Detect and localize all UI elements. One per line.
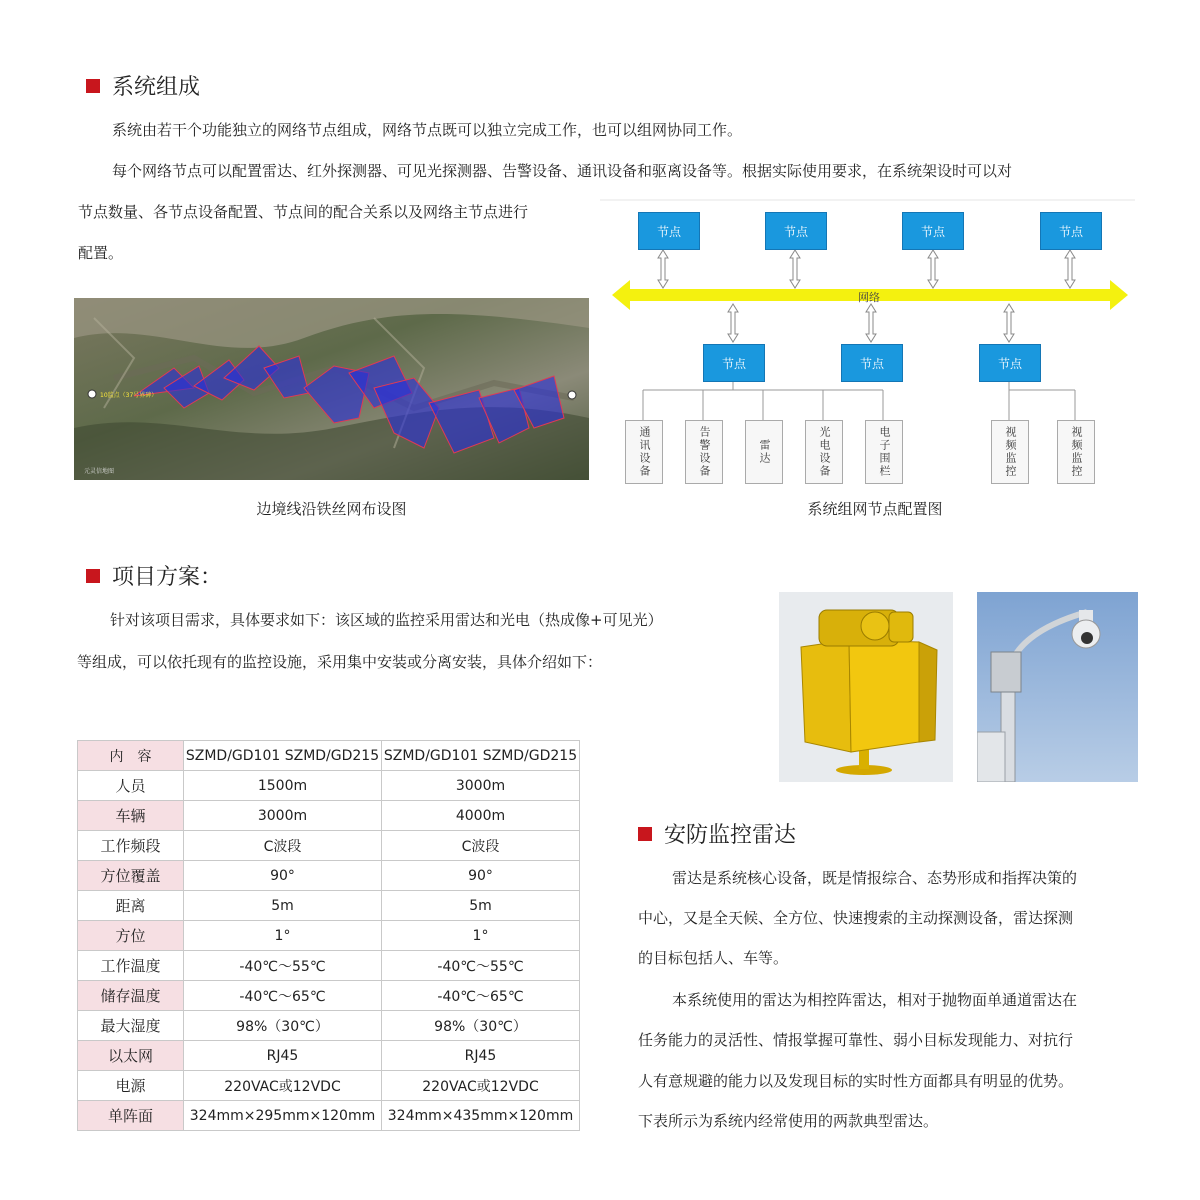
table-row [78,1101,580,1131]
section-title: 安防监控雷达 [664,823,797,848]
diagram-node: 节点 [1040,212,1102,250]
table-row [78,861,580,891]
paragraph: 节点数量、各节点设备配置、节点间的配合关系以及网络主节点进行 [78,203,529,221]
paragraph: 任务能力的灵活性、情报掌握可靠性、弱小目标发现能力、对抗行 [638,1031,1074,1049]
diagram-node: 节点 [638,212,700,250]
table-row-label: 车辆 [78,801,184,831]
paragraph: 系统由若干个功能独立的网络节点组成，网络节点既可以独立完成工作，也可以组网协同工作。 [112,121,743,139]
table-cell: 220VAC或12VDC [382,1071,580,1101]
table-row-label: 工作频段 [78,831,184,861]
paragraph: 每个网络节点可以配置雷达、红外探测器、可见光探测器、告警设备、通讯设备和驱离设备等。根据实际使用要求，在系统架设时可以对 [112,162,1013,180]
section-title: 项目方案： [112,565,223,590]
table-row-label: 电源 [78,1071,184,1101]
table-header-cell: SZMD/GD101 SZMD/GD215 [184,741,382,771]
table-cell: 90° [184,861,382,891]
table-cell: 4000m [382,801,580,831]
table-header-row [78,741,580,771]
map-watermark: 元灵信地图 [84,468,115,475]
table-cell: 5m [382,891,580,921]
table-cell: 90° [382,861,580,891]
table-cell: 5m [184,891,382,921]
table-row-label: 距离 [78,891,184,921]
table-cell: -40℃～55℃ [184,951,382,981]
network-label: 网络 [858,291,880,304]
table-row-label: 储存温度 [78,981,184,1011]
device-box: 光电设备 [805,420,843,484]
table-cell: 1° [382,921,580,951]
border-map-image [74,298,589,480]
paragraph: 人有意规避的能力以及发现目标的实时性方面都具有明显的优势。 [638,1072,1074,1090]
table-cell: -40℃～65℃ [382,981,580,1011]
device-box: 雷达 [745,420,783,484]
map-marker-label: 10监点（37号界碑） [100,392,158,399]
table-cell: 324mm×435mm×120mm [382,1101,580,1131]
table-row-label: 方位 [78,921,184,951]
section-heading-system [86,70,200,101]
table-row [78,951,580,981]
table-row [78,771,580,801]
table-row-label: 单阵面 [78,1101,184,1131]
table-cell: RJ45 [184,1041,382,1071]
paragraph: 针对该项目需求，具体要求如下：该区域的监控采用雷达和光电（热成像+可见光） [110,611,663,629]
pole-camera-image [977,592,1138,782]
section-heading-plan [86,560,222,591]
table-cell: C波段 [382,831,580,861]
paragraph: 雷达是系统核心设备，既是情报综合、态势形成和指挥决策的 [672,869,1078,887]
paragraph: 等组成，可以依托现有的监控设施，采用集中安装或分离安装，具体介绍如下： [77,653,603,671]
device-box: 通讯设备 [625,420,663,484]
table-header-cell: 内 容 [78,741,184,771]
paragraph: 配置。 [78,244,124,262]
table-cell: 1° [184,921,382,951]
table-row-label: 工作温度 [78,951,184,981]
paragraph: 的目标包括人、车等。 [638,949,789,967]
section-marker [86,569,100,583]
diagram-node: 节点 [703,344,765,382]
network-diagram [600,198,1135,488]
map-caption: 边境线沿铁丝网布设图 [256,500,407,518]
table-cell: C波段 [184,831,382,861]
paragraph: 下表所示为系统内经常使用的两款典型雷达。 [638,1112,939,1130]
device-box: 视频监控 [991,420,1029,484]
table-row-label: 方位覆盖 [78,861,184,891]
paragraph: 本系统使用的雷达为相控阵雷达，相对于抛物面单通道雷达在 [672,991,1078,1009]
device-box: 视频监控 [1057,420,1095,484]
radar-device-image [779,592,953,782]
section-heading-radar [638,818,796,849]
table-cell: 1500m [184,771,382,801]
diagram-caption: 系统组网节点配置图 [807,500,943,518]
diagram-node: 节点 [765,212,827,250]
table-row [78,1041,580,1071]
device-box: 电子围栏 [865,420,903,484]
device-box: 告警设备 [685,420,723,484]
table-row-label: 人员 [78,771,184,801]
section-title: 系统组成 [112,75,201,100]
radar-spec-table [77,740,580,1131]
table-cell: 98%（30℃） [382,1011,580,1041]
table-cell: -40℃～55℃ [382,951,580,981]
table-row [78,1071,580,1101]
table-row [78,891,580,921]
table-row-label: 以太网 [78,1041,184,1071]
section-marker [86,79,100,93]
table-cell: 220VAC或12VDC [184,1071,382,1101]
diagram-node: 节点 [902,212,964,250]
table-cell: 3000m [382,771,580,801]
table-cell: 324mm×295mm×120mm [184,1101,382,1131]
table-row [78,831,580,861]
table-header-cell: SZMD/GD101 SZMD/GD215 [382,741,580,771]
table-cell: 3000m [184,801,382,831]
diagram-node: 节点 [841,344,903,382]
table-row [78,921,580,951]
table-cell: RJ45 [382,1041,580,1071]
table-row-label: 最大湿度 [78,1011,184,1041]
table-row [78,801,580,831]
table-cell: -40℃～65℃ [184,981,382,1011]
section-marker [638,827,652,841]
paragraph: 中心，又是全天候、全方位、快速搜索的主动探测设备，雷达探测 [638,909,1074,927]
table-cell: 98%（30℃） [184,1011,382,1041]
table-row [78,981,580,1011]
diagram-node: 节点 [979,344,1041,382]
table-row [78,1011,580,1041]
